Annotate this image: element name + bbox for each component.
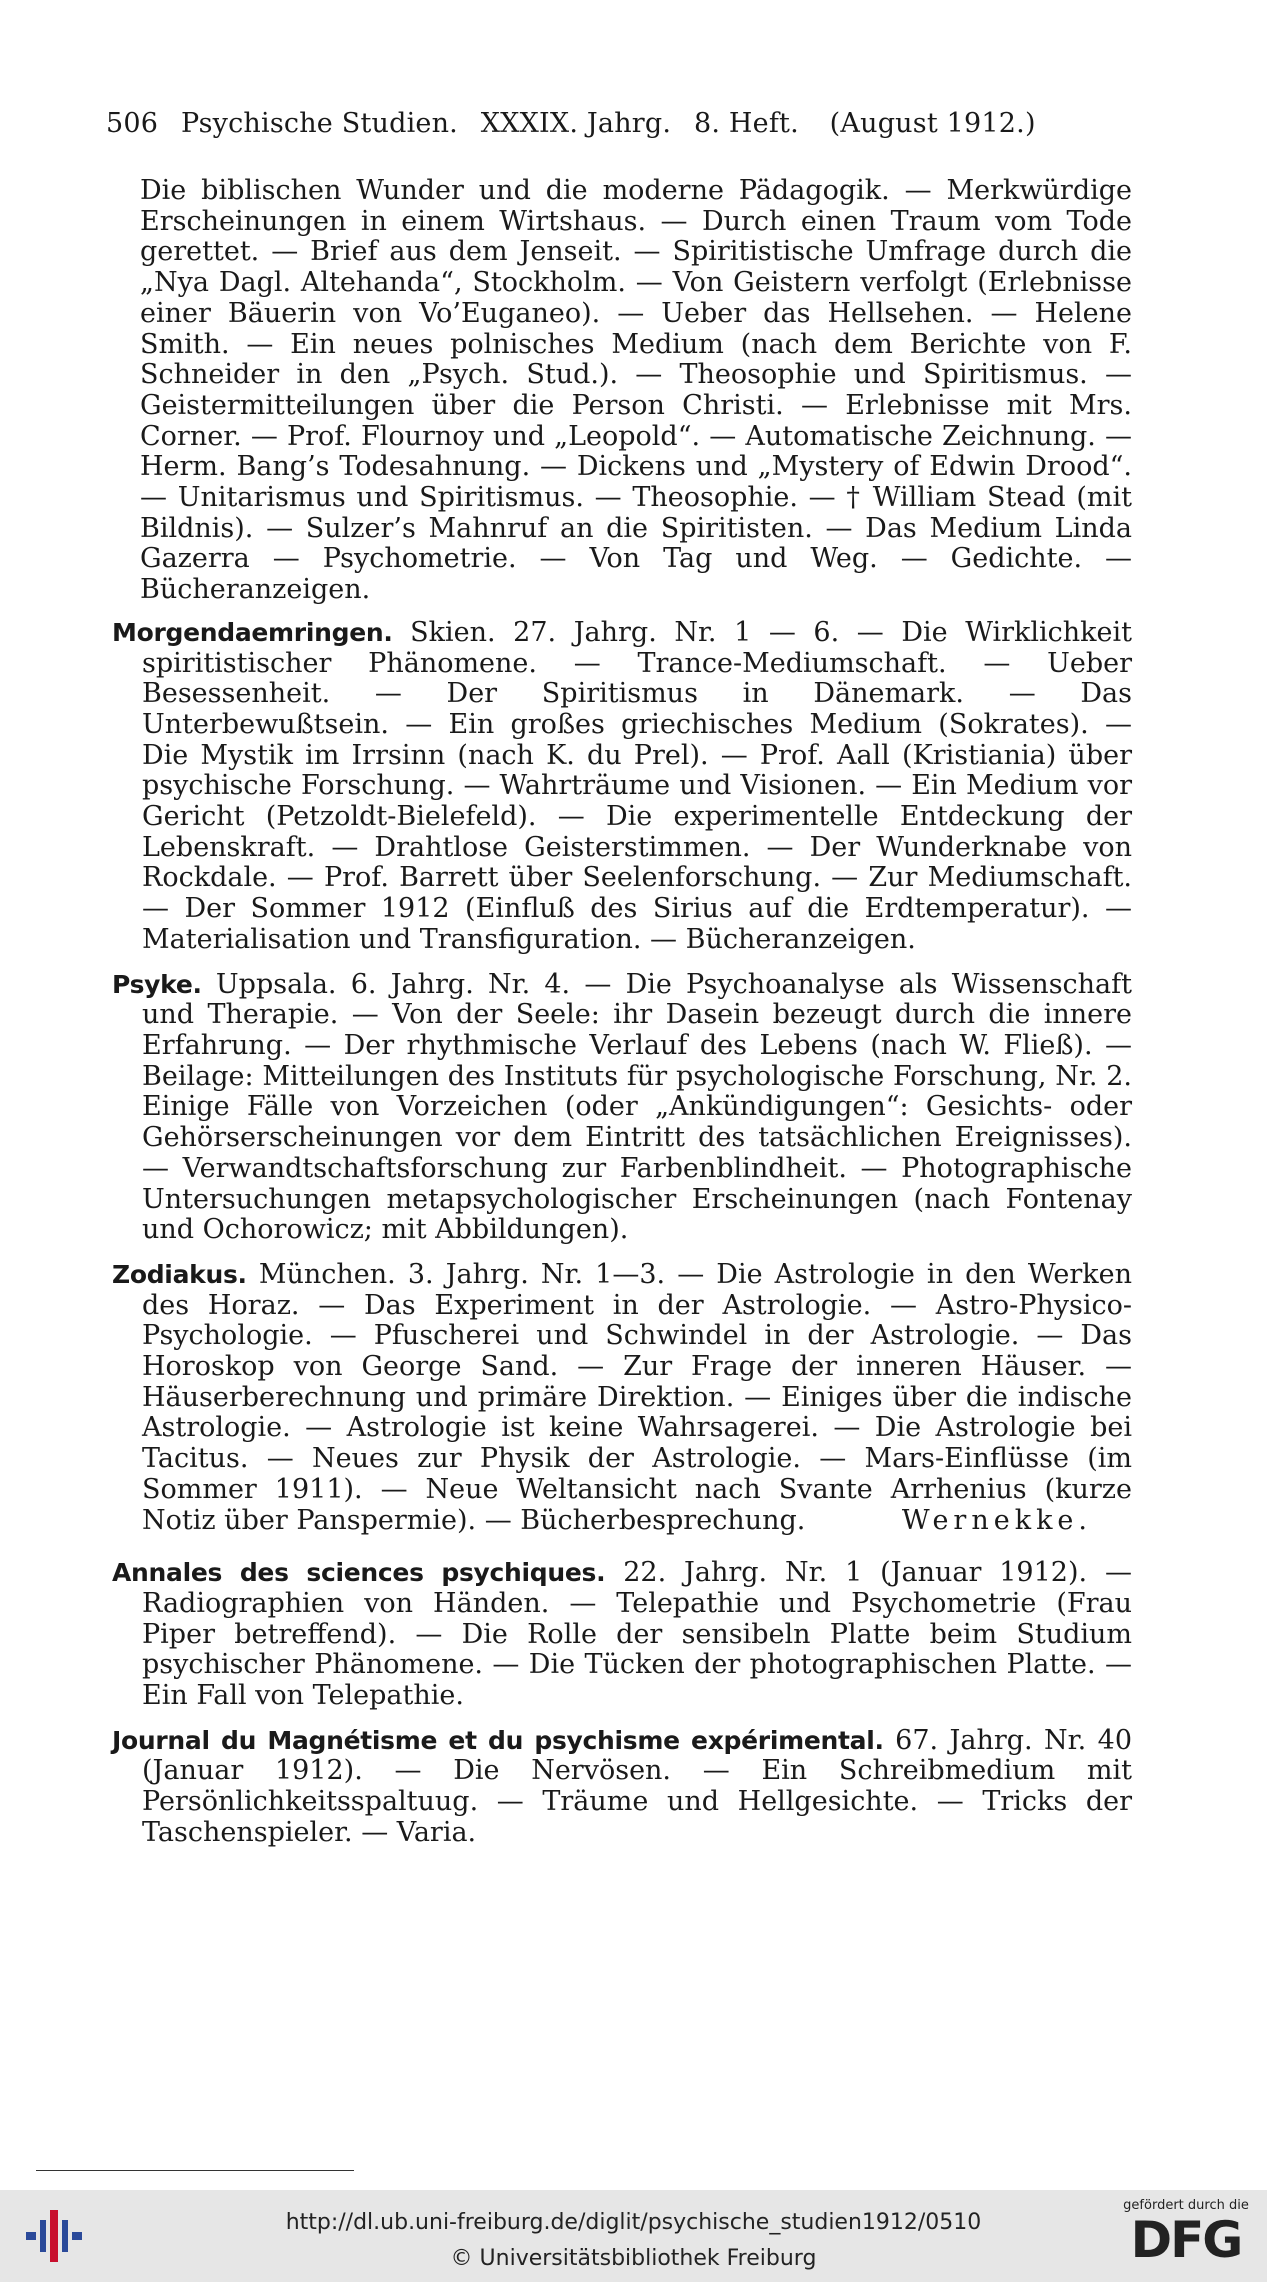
entry-text: Uppsala. 6. Jahrg. Nr. 4. — Die Psychoanalyse als Wissenschaft und Therapie. — Von der Seele: ihr Dasein bezeugt durch die innere Erfahrung. — Der rhythmische Verlauf des Lebens (nach W. Fließ). — Beilage: Mitteilungen des Instituts für psychologische Forschung, Nr. 2. Einige Fälle von Vorzeichen (oder „Ankündigungen“: Gesichts- oder Gehörserscheinungen vor dem Eintritt des tatsächlichen Ereignisses). — Verwandtschaftsforschung zur Farbenblindheit. — Photographische Untersuchungen metapsychologischer Erscheinungen (nach Fontenay und Ochorowicz; mit Abbildungen).	[142, 968, 1133, 1246]
entry-text: 22. Jahrg. Nr. 1 (Januar 1912). — Radiographien von Händen. — Telepathie und Psychometrie (Frau Piper betreffend). — Die Rolle der sensibeln Platte beim Studium psychischer Phänomene. — Die Tücken der photographischen Platte. — Ein Fall von Telepathie.	[142, 1557, 1132, 1712]
entry-psyke	[112, 970, 1132, 1246]
issue: 8. Heft.	[693, 108, 799, 139]
entry-head: Journal du Magnétisme et du psychisme expérimental.	[112, 1725, 884, 1755]
footer-bar	[0, 2190, 1267, 2282]
source-url-link[interactable]: http://dl.ub.uni-freiburg.de/diglit/psychische_studien1912/0510	[285, 2210, 982, 2235]
entry-journal-magnetisme	[112, 1726, 1132, 1849]
dfg-caption: gefördert durch die	[1123, 2198, 1249, 2213]
page-number: 506	[106, 108, 159, 139]
page-body	[112, 176, 1132, 1863]
entry-head: Morgendaemringen.	[112, 617, 393, 647]
intro-block: Die biblischen Wunder und die moderne Pädagogik. — Merkwürdige Erscheinungen in einem Wirtshaus. — Durch einen Traum vom Tode gerettet. — Brief aus dem Jenseit. — Spiritistische Umfrage durch die „Nya Dagl. Altehanda“, Stockholm. — Von Geistern verfolgt (Erlebnisse einer Bäuerin von Vo’Euganeo). — Ueber das Hellsehen. — Helene Smith. — Ein neues polnisches Medium (nach dem Berichte von F. Schneider in den „Psych. Stud.). — Theosophie und Spiritismus. — Geistermitteilungen über die Person Christi. — Erlebnisse mit Mrs. Corner. — Prof. Flournoy und „Leopold“. — Automatische Zeichnung. — Herm. Bang’s Todesahnung. — Dickens und „Mystery of Edwin Drood“. — Unitarismus und Spiritismus. — Theosophie. — † William Stead (mit Bildnis). — Sulzer’s Mahnruf an die Spiritisten. — Das Medium Linda Gazerra — Psychometrie. — Von Tag und Weg. — Gedichte. — Bücheranzeigen.	[140, 175, 1132, 606]
page-header	[106, 108, 1136, 139]
entry-morgendaemringen	[112, 618, 1132, 956]
entry-text: München. 3. Jahrg. Nr. 1—3. — Die Astrologie in den Werken des Horaz. — Das Experiment in der Astrologie. — Astro-Physico-Psychologie. — Pfuscherei und Schwindel in der Astrologie. — Das Horoskop von George Sand. — Zur Frage der inneren Häuser. — Häuserberechnung und primäre Direktion. — Einiges über die indische Astrologie. — Astrologie ist keine Wahrsagerei. — Die Astrologie bei Tacitus. — Neues zur Physik der Astrologie. — Mars-Einflüsse (im Sommer 1911). — Neue Weltansicht nach Svante Arrhenius (kurze Notiz über Panspermie). — Bücherbesprechung.	[142, 1258, 1132, 1536]
entry-text: Skien. 27. Jahrg. Nr. 1 — 6. — Die Wirklichkeit spiritistischer Phänomene. — Trance-Mediumschaft. — Ueber Besessenheit. — Der Spiritismus in Dänemark. — Das Unterbewußtsein. — Ein großes griechisches Medium (Sokrates). — Die Mystik im Irrsinn (nach K. du Prel). — Prof. Aall (Kristiania) über psychische Forschung. — Wahrträume und Visionen. — Ein Medium vor Gericht (Petzoldt-Bielefeld). — Die experimentelle Entdeckung der Lebenskraft. — Drahtlose Geisterstimmen. — Der Wunderknabe von Rockdale. — Prof. Barrett über Seelenforschung. — Zur Mediumschaft. — Der Sommer 1912 (Einfluß des Sirius auf die Erdtemperatur). — Materialisation und Transfiguration. — Bücheranzeigen.	[142, 616, 1132, 955]
copyright-text: © Universitätsbibliothek Freiburg	[450, 2246, 817, 2271]
entry-zodiakus	[112, 1260, 1132, 1536]
entry-text: 67. Jahrg. Nr. 40 (Januar 1912). — Die Nervösen. — Ein Schreibmedium mit Persönlichkeitsspaltuug. — Träume und Hellgesichte. — Tricks der Taschenspieler. — Varia.	[142, 1724, 1132, 1848]
footnote-rule	[36, 2170, 354, 2171]
issue-date: (August 1912.)	[829, 108, 1036, 139]
dfg-wordmark: DFG	[1130, 2211, 1242, 2269]
dfg-logo	[1121, 2198, 1251, 2267]
volume: XXXIX. Jahrg.	[480, 108, 672, 139]
entry-annales	[112, 1558, 1132, 1712]
journal-title: Psychische Studien.	[180, 108, 458, 139]
entry-head: Annales des sciences psychiques.	[112, 1558, 606, 1588]
signature: Wernekke.	[901, 1504, 1092, 1536]
entry-head: Zodiakus.	[112, 1259, 247, 1289]
entry-head: Psyke.	[112, 969, 202, 999]
